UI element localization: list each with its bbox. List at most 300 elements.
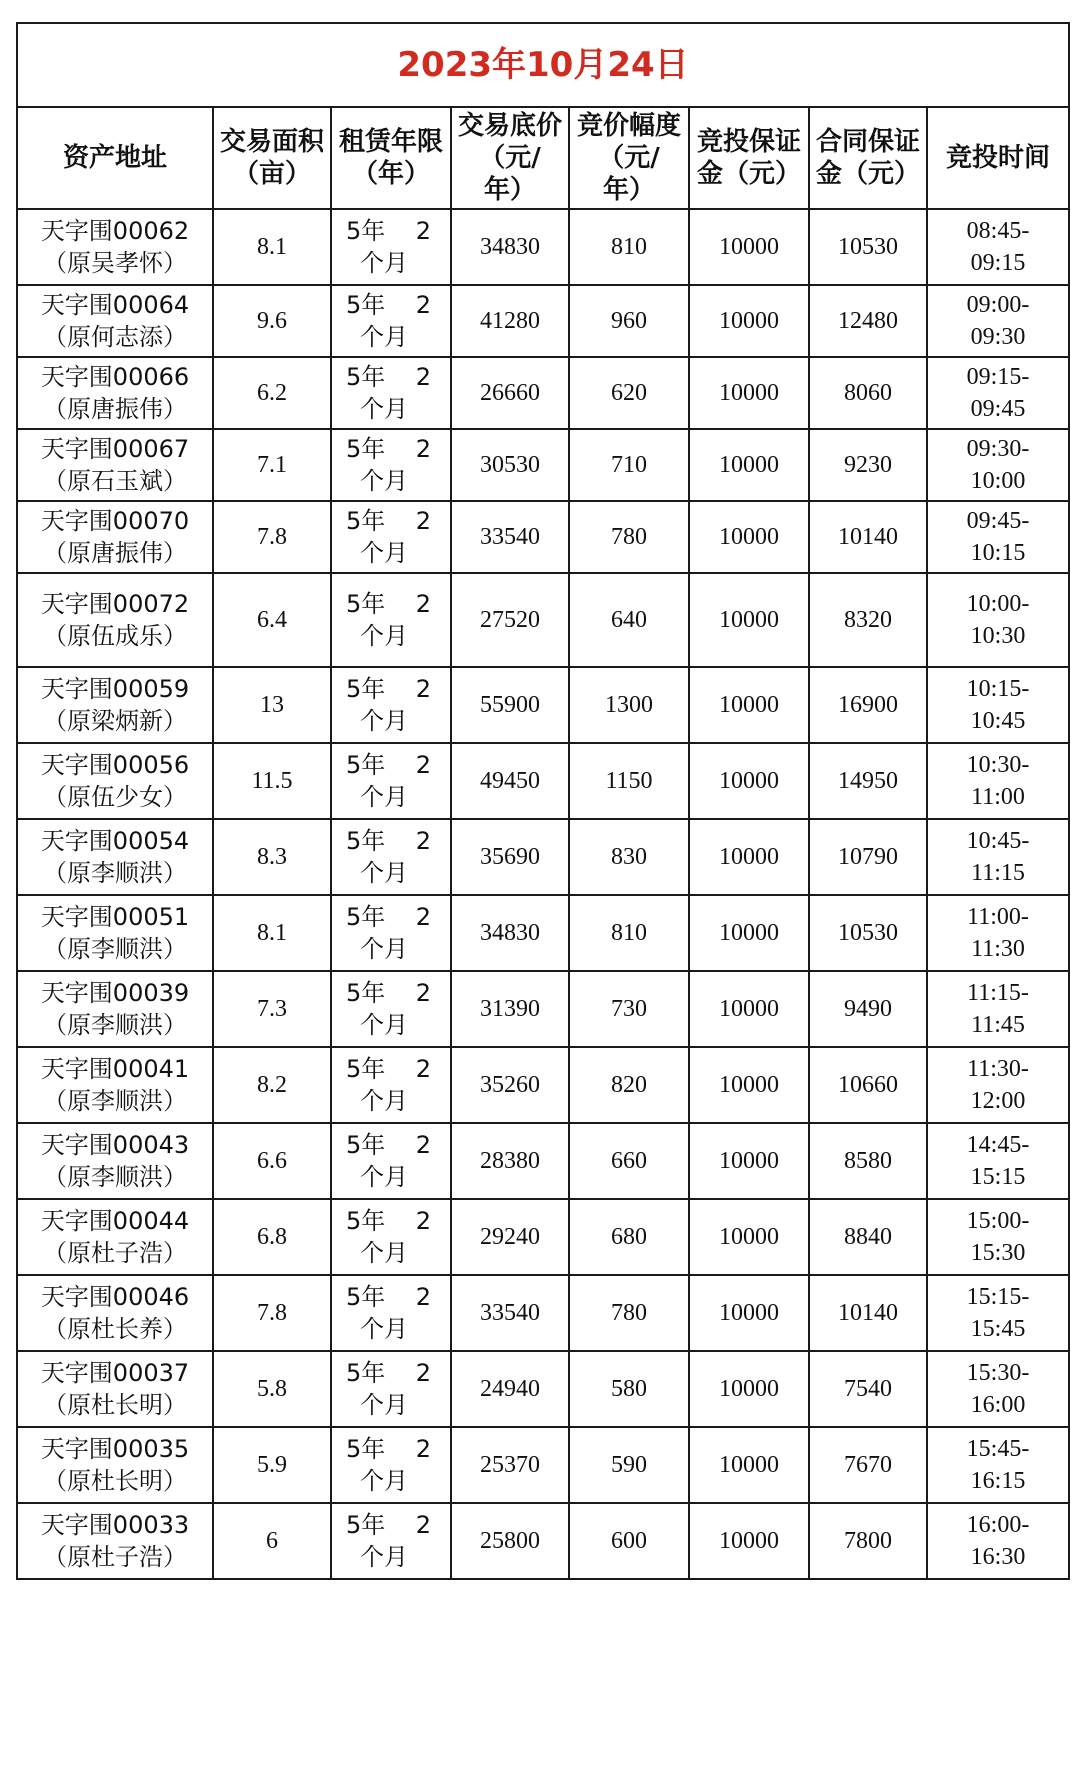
cell-lease-term-text: 个月 xyxy=(360,1467,408,1495)
cell-area xyxy=(213,1503,331,1579)
cell-bid-deposit-text: 10000 xyxy=(719,1072,779,1098)
cell-base-price-text: 26660 xyxy=(480,380,540,406)
cell-bid-time-text: 15:45 xyxy=(970,1316,1026,1342)
cell-bid-increment-text: 1150 xyxy=(605,768,653,794)
cell-bid-time-text: 09:45- xyxy=(966,508,1030,534)
cell-bid-time xyxy=(927,971,1069,1047)
cell-contract-deposit xyxy=(809,285,927,357)
cell-base-price-text: 35690 xyxy=(480,844,540,870)
cell-address xyxy=(17,573,213,667)
header-base-price xyxy=(451,107,569,209)
cell-address-text: （原伍少女） xyxy=(43,783,187,811)
cell-bid-time-text: 10:15 xyxy=(970,540,1026,566)
cell-lease-term-text: 5年 2 xyxy=(346,1207,432,1235)
cell-lease-term xyxy=(331,209,451,285)
cell-bid-time-text: 10:30- xyxy=(966,752,1030,778)
cell-bid-deposit-text: 10000 xyxy=(719,308,779,334)
cell-base-price-text: 28380 xyxy=(480,1148,540,1174)
cell-contract-deposit xyxy=(809,895,927,971)
cell-lease-term xyxy=(331,1351,451,1427)
cell-address xyxy=(17,971,213,1047)
cell-bid-time-text: 10:00 xyxy=(970,468,1026,494)
cell-area xyxy=(213,501,331,573)
header-line: 年） xyxy=(483,175,536,205)
cell-lease-term-text: 5年 2 xyxy=(346,1359,432,1387)
cell-contract-deposit-text: 7540 xyxy=(844,1376,892,1402)
header-line: 金（元） xyxy=(815,159,920,189)
cell-area xyxy=(213,667,331,743)
header-line: 竞价幅度 xyxy=(576,111,681,141)
cell-base-price xyxy=(451,895,569,971)
cell-lease-term-text: 5年 2 xyxy=(346,291,432,319)
table-row xyxy=(17,667,1069,743)
cell-address xyxy=(17,1427,213,1503)
cell-base-price-text: 29240 xyxy=(480,1224,540,1250)
cell-base-price xyxy=(451,1047,569,1123)
cell-contract-deposit-text: 7800 xyxy=(844,1528,892,1554)
cell-area xyxy=(213,1047,331,1123)
cell-base-price xyxy=(451,743,569,819)
cell-contract-deposit xyxy=(809,1275,927,1351)
cell-lease-term-text: 5年 2 xyxy=(346,1511,432,1539)
cell-contract-deposit-text: 10530 xyxy=(838,234,898,260)
cell-lease-term xyxy=(331,429,451,501)
table-row xyxy=(17,501,1069,573)
cell-base-price-text: 55900 xyxy=(480,692,540,718)
cell-bid-time-text: 15:30 xyxy=(970,1240,1026,1266)
cell-base-price xyxy=(451,285,569,357)
cell-bid-increment xyxy=(569,895,689,971)
header-bid-time xyxy=(927,107,1069,209)
cell-bid-deposit xyxy=(689,819,809,895)
header-row xyxy=(17,107,1069,209)
table-row xyxy=(17,573,1069,667)
cell-bid-increment-text: 580 xyxy=(611,1376,647,1402)
cell-bid-deposit xyxy=(689,1123,809,1199)
cell-bid-increment-text: 730 xyxy=(611,996,647,1022)
table-row xyxy=(17,971,1069,1047)
cell-bid-time-text: 09:45 xyxy=(970,396,1026,422)
cell-lease-term xyxy=(331,819,451,895)
cell-lease-term xyxy=(331,1047,451,1123)
table-row xyxy=(17,1427,1069,1503)
cell-address-text: （原石玉斌） xyxy=(43,467,187,495)
cell-area-text: 6 xyxy=(266,1528,278,1554)
cell-area-text: 6.8 xyxy=(257,1224,287,1250)
cell-base-price-text: 31390 xyxy=(480,996,540,1022)
header-line: （亩） xyxy=(232,159,311,189)
cell-bid-increment-text: 820 xyxy=(611,1072,647,1098)
cell-base-price-text: 25800 xyxy=(480,1528,540,1554)
cell-bid-deposit-text: 10000 xyxy=(719,844,779,870)
cell-address xyxy=(17,1503,213,1579)
table-row xyxy=(17,1275,1069,1351)
cell-contract-deposit-text: 10530 xyxy=(838,920,898,946)
table-row xyxy=(17,1123,1069,1199)
cell-base-price xyxy=(451,1503,569,1579)
cell-contract-deposit xyxy=(809,573,927,667)
cell-area-text: 13 xyxy=(260,692,284,718)
cell-address-text: 天字围00067 xyxy=(40,435,190,463)
cell-area xyxy=(213,357,331,429)
header-line: 竞投保证 xyxy=(696,127,801,157)
cell-bid-time-text: 11:00- xyxy=(967,904,1029,930)
cell-area xyxy=(213,819,331,895)
cell-bid-time-text: 10:45 xyxy=(970,708,1026,734)
header-lease-term xyxy=(331,107,451,209)
cell-area-text: 11.5 xyxy=(251,768,293,794)
cell-bid-increment-text: 710 xyxy=(611,452,647,478)
cell-bid-increment-text: 830 xyxy=(611,844,647,870)
cell-bid-deposit xyxy=(689,1427,809,1503)
cell-base-price-text: 30530 xyxy=(480,452,540,478)
cell-contract-deposit xyxy=(809,743,927,819)
cell-bid-deposit-text: 10000 xyxy=(719,607,779,633)
cell-area-text: 8.1 xyxy=(257,234,287,260)
table-row xyxy=(17,429,1069,501)
cell-lease-term xyxy=(331,357,451,429)
cell-area xyxy=(213,1275,331,1351)
cell-base-price xyxy=(451,209,569,285)
cell-base-price-text: 24940 xyxy=(480,1376,540,1402)
cell-bid-time-text: 09:15 xyxy=(970,250,1026,276)
cell-bid-increment xyxy=(569,501,689,573)
header-line: 交易面积 xyxy=(219,127,324,157)
cell-bid-time xyxy=(927,209,1069,285)
cell-base-price-text: 49450 xyxy=(480,768,540,794)
cell-lease-term-text: 5年 2 xyxy=(346,590,432,618)
cell-bid-increment-text: 680 xyxy=(611,1224,647,1250)
cell-bid-time-text: 11:15 xyxy=(971,860,1025,886)
cell-lease-term-text: 5年 2 xyxy=(346,1435,432,1463)
cell-bid-time-text: 11:30 xyxy=(971,936,1025,962)
cell-lease-term xyxy=(331,573,451,667)
cell-bid-time-text: 15:30- xyxy=(966,1360,1030,1386)
cell-bid-increment-text: 780 xyxy=(611,1300,647,1326)
cell-bid-deposit-text: 10000 xyxy=(719,1528,779,1554)
cell-address-text: 天字围00072 xyxy=(40,590,190,618)
cell-lease-term-text: 个月 xyxy=(360,707,408,735)
cell-lease-term-text: 5年 2 xyxy=(346,675,432,703)
cell-bid-time xyxy=(927,819,1069,895)
cell-address xyxy=(17,1275,213,1351)
cell-bid-increment xyxy=(569,573,689,667)
header-bid-increment xyxy=(569,107,689,209)
cell-address xyxy=(17,1047,213,1123)
cell-base-price xyxy=(451,667,569,743)
cell-lease-term xyxy=(331,1503,451,1579)
cell-bid-deposit xyxy=(689,429,809,501)
cell-bid-deposit-text: 10000 xyxy=(719,234,779,260)
cell-bid-time xyxy=(927,743,1069,819)
cell-lease-term-text: 个月 xyxy=(360,622,408,650)
cell-bid-time-text: 09:30 xyxy=(970,324,1026,350)
header-line: 金（元） xyxy=(696,159,801,189)
cell-area xyxy=(213,1123,331,1199)
cell-contract-deposit xyxy=(809,971,927,1047)
cell-bid-time-text: 11:45 xyxy=(971,1012,1025,1038)
cell-address xyxy=(17,895,213,971)
cell-bid-increment-text: 810 xyxy=(611,920,647,946)
cell-bid-deposit xyxy=(689,1275,809,1351)
cell-bid-increment xyxy=(569,1503,689,1579)
cell-bid-time-text: 10:30 xyxy=(970,623,1026,649)
table-row xyxy=(17,895,1069,971)
header-line: 租赁年限 xyxy=(338,127,443,157)
table-row xyxy=(17,1351,1069,1427)
cell-address xyxy=(17,429,213,501)
cell-bid-increment xyxy=(569,285,689,357)
cell-contract-deposit-text: 8840 xyxy=(844,1224,892,1250)
cell-area xyxy=(213,895,331,971)
cell-contract-deposit-text: 7670 xyxy=(844,1452,892,1478)
cell-contract-deposit-text: 10660 xyxy=(838,1072,898,1098)
cell-bid-time xyxy=(927,1427,1069,1503)
cell-contract-deposit-text: 8320 xyxy=(844,607,892,633)
cell-lease-term-text: 个月 xyxy=(360,935,408,963)
cell-bid-deposit-text: 10000 xyxy=(719,1148,779,1174)
cell-area-text: 7.8 xyxy=(257,1300,287,1326)
cell-address-text: （原李顺洪） xyxy=(43,1011,187,1039)
cell-area xyxy=(213,209,331,285)
cell-bid-deposit-text: 10000 xyxy=(719,452,779,478)
header-address xyxy=(17,107,213,209)
cell-bid-increment xyxy=(569,1351,689,1427)
cell-address-text: 天字围00054 xyxy=(40,827,190,855)
cell-base-price-text: 33540 xyxy=(480,1300,540,1326)
cell-bid-increment xyxy=(569,1275,689,1351)
header-line: 年） xyxy=(602,175,655,205)
cell-address xyxy=(17,667,213,743)
cell-bid-time-text: 09:15- xyxy=(966,364,1030,390)
header-line: （元/ xyxy=(598,143,660,173)
cell-area-text: 5.9 xyxy=(257,1452,287,1478)
cell-address-text: 天字围00070 xyxy=(40,507,190,535)
cell-area xyxy=(213,971,331,1047)
cell-contract-deposit xyxy=(809,1123,927,1199)
cell-address-text: 天字围00051 xyxy=(40,903,190,931)
cell-base-price-text: 41280 xyxy=(480,308,540,334)
cell-bid-increment xyxy=(569,819,689,895)
cell-address-text: 天字围00062 xyxy=(40,217,190,245)
cell-lease-term-text: 个月 xyxy=(360,859,408,887)
cell-bid-increment-text: 620 xyxy=(611,380,647,406)
cell-area xyxy=(213,285,331,357)
cell-address-text: 天字围00046 xyxy=(40,1283,190,1311)
cell-contract-deposit-text: 10790 xyxy=(838,844,898,870)
cell-lease-term xyxy=(331,667,451,743)
cell-lease-term-text: 5年 2 xyxy=(346,363,432,391)
cell-bid-increment xyxy=(569,1123,689,1199)
cell-bid-time xyxy=(927,501,1069,573)
cell-lease-term-text: 个月 xyxy=(360,1391,408,1419)
table-title: 2023年10月24日 xyxy=(17,23,1069,107)
cell-address-text: （原李顺洪） xyxy=(43,1087,187,1115)
header-line: （年） xyxy=(351,159,430,189)
cell-address-text: 天字围00059 xyxy=(40,675,190,703)
cell-bid-deposit-text: 10000 xyxy=(719,524,779,550)
cell-bid-deposit-text: 10000 xyxy=(719,380,779,406)
cell-address xyxy=(17,209,213,285)
table-row xyxy=(17,1199,1069,1275)
cell-lease-term-text: 5年 2 xyxy=(346,507,432,535)
cell-area-text: 6.2 xyxy=(257,380,287,406)
cell-bid-increment xyxy=(569,209,689,285)
cell-lease-term-text: 个月 xyxy=(360,467,408,495)
cell-bid-increment-text: 640 xyxy=(611,607,647,633)
header-line: 竞投时间 xyxy=(946,143,1051,173)
table-body xyxy=(17,209,1069,1579)
cell-bid-increment-text: 780 xyxy=(611,524,647,550)
header-bid-deposit xyxy=(689,107,809,209)
cell-address-text: （原李顺洪） xyxy=(43,935,187,963)
cell-bid-deposit xyxy=(689,667,809,743)
cell-address-text: 天字围00035 xyxy=(40,1435,190,1463)
cell-lease-term-text: 5年 2 xyxy=(346,979,432,1007)
cell-bid-deposit-text: 10000 xyxy=(719,1376,779,1402)
cell-base-price xyxy=(451,429,569,501)
header-line: 资产地址 xyxy=(62,143,167,173)
cell-area-text: 8.2 xyxy=(257,1072,287,1098)
cell-base-price-text: 25370 xyxy=(480,1452,540,1478)
cell-address-text: （原李顺洪） xyxy=(43,859,187,887)
title-row xyxy=(17,23,1069,107)
cell-bid-deposit-text: 10000 xyxy=(719,1452,779,1478)
cell-lease-term-text: 个月 xyxy=(360,395,408,423)
cell-contract-deposit-text: 14950 xyxy=(838,768,898,794)
cell-bid-time-text: 15:15 xyxy=(970,1164,1026,1190)
cell-bid-time xyxy=(927,1351,1069,1427)
cell-contract-deposit-text: 10140 xyxy=(838,1300,898,1326)
cell-address-text: 天字围00056 xyxy=(40,751,190,779)
cell-base-price xyxy=(451,1199,569,1275)
cell-contract-deposit xyxy=(809,819,927,895)
cell-bid-increment-text: 660 xyxy=(611,1148,647,1174)
cell-area xyxy=(213,429,331,501)
cell-bid-increment xyxy=(569,1199,689,1275)
cell-bid-increment-text: 590 xyxy=(611,1452,647,1478)
cell-bid-deposit xyxy=(689,1047,809,1123)
table-row xyxy=(17,1047,1069,1123)
cell-lease-term-text: 个月 xyxy=(360,1543,408,1571)
header-area xyxy=(213,107,331,209)
cell-bid-deposit-text: 10000 xyxy=(719,768,779,794)
cell-area-text: 8.3 xyxy=(257,844,287,870)
cell-bid-time-text: 16:30 xyxy=(970,1544,1026,1570)
cell-address-text: （原何志添） xyxy=(43,323,187,351)
cell-area xyxy=(213,1427,331,1503)
cell-bid-time-text: 16:00 xyxy=(970,1392,1026,1418)
cell-lease-term xyxy=(331,285,451,357)
cell-contract-deposit-text: 9490 xyxy=(844,996,892,1022)
cell-bid-deposit xyxy=(689,209,809,285)
cell-contract-deposit-text: 8580 xyxy=(844,1148,892,1174)
cell-bid-time-text: 15:00- xyxy=(966,1208,1030,1234)
cell-address-text: （原梁炳新） xyxy=(43,707,187,735)
cell-base-price xyxy=(451,357,569,429)
cell-address-text: 天字围00039 xyxy=(40,979,190,1007)
cell-bid-deposit xyxy=(689,357,809,429)
cell-address-text: （原杜子浩） xyxy=(43,1239,187,1267)
table-row xyxy=(17,209,1069,285)
cell-address-text: 天字围00043 xyxy=(40,1131,190,1159)
cell-address xyxy=(17,501,213,573)
cell-base-price xyxy=(451,1351,569,1427)
cell-contract-deposit xyxy=(809,667,927,743)
cell-lease-term-text: 5年 2 xyxy=(346,1055,432,1083)
cell-contract-deposit xyxy=(809,501,927,573)
cell-contract-deposit xyxy=(809,1427,927,1503)
cell-lease-term-text: 5年 2 xyxy=(346,1283,432,1311)
cell-bid-deposit-text: 10000 xyxy=(719,1300,779,1326)
header-line: 交易底价 xyxy=(457,111,562,141)
cell-bid-time-text: 10:15- xyxy=(966,676,1030,702)
cell-bid-time xyxy=(927,1275,1069,1351)
cell-address-text: （原杜长明） xyxy=(43,1391,187,1419)
cell-address-text: （原李顺洪） xyxy=(43,1163,187,1191)
cell-bid-time-text: 11:15- xyxy=(967,980,1029,1006)
cell-contract-deposit-text: 8060 xyxy=(844,380,892,406)
cell-bid-increment-text: 960 xyxy=(611,308,647,334)
cell-lease-term-text: 个月 xyxy=(360,1087,408,1115)
cell-area-text: 6.6 xyxy=(257,1148,287,1174)
cell-bid-time-text: 12:00 xyxy=(970,1088,1026,1114)
cell-bid-deposit-text: 10000 xyxy=(719,692,779,718)
cell-contract-deposit-text: 9230 xyxy=(844,452,892,478)
cell-base-price-text: 35260 xyxy=(480,1072,540,1098)
cell-bid-time-text: 15:45- xyxy=(966,1436,1030,1462)
cell-address-text: （原杜子浩） xyxy=(43,1543,187,1571)
cell-bid-time xyxy=(927,285,1069,357)
cell-address xyxy=(17,357,213,429)
cell-lease-term-text: 5年 2 xyxy=(346,751,432,779)
cell-base-price xyxy=(451,971,569,1047)
cell-bid-increment xyxy=(569,743,689,819)
cell-base-price xyxy=(451,501,569,573)
cell-lease-term-text: 个月 xyxy=(360,1011,408,1039)
cell-area xyxy=(213,573,331,667)
cell-contract-deposit-text: 16900 xyxy=(838,692,898,718)
cell-contract-deposit xyxy=(809,429,927,501)
cell-contract-deposit xyxy=(809,1199,927,1275)
cell-bid-increment xyxy=(569,429,689,501)
cell-address-text: 天字围00044 xyxy=(40,1207,190,1235)
cell-lease-term-text: 个月 xyxy=(360,1239,408,1267)
cell-address-text: 天字围00037 xyxy=(40,1359,190,1387)
cell-bid-deposit xyxy=(689,1503,809,1579)
cell-lease-term xyxy=(331,501,451,573)
cell-bid-time xyxy=(927,667,1069,743)
table-row xyxy=(17,819,1069,895)
cell-area-text: 9.6 xyxy=(257,308,287,334)
cell-area-text: 6.4 xyxy=(257,607,287,633)
cell-bid-time xyxy=(927,429,1069,501)
cell-base-price-text: 34830 xyxy=(480,920,540,946)
cell-bid-time-text: 10:45- xyxy=(966,828,1030,854)
header-line: （元/ xyxy=(479,143,541,173)
cell-bid-deposit xyxy=(689,1351,809,1427)
cell-base-price xyxy=(451,1275,569,1351)
cell-address-text: （原杜长明） xyxy=(43,1467,187,1495)
cell-bid-deposit-text: 10000 xyxy=(719,1224,779,1250)
cell-lease-term xyxy=(331,895,451,971)
cell-address xyxy=(17,743,213,819)
cell-area-text: 5.8 xyxy=(257,1376,287,1402)
cell-area xyxy=(213,743,331,819)
cell-bid-time-text: 08:45- xyxy=(966,218,1030,244)
cell-bid-time-text: 16:00- xyxy=(966,1512,1030,1538)
cell-bid-time-text: 11:00 xyxy=(971,784,1025,810)
